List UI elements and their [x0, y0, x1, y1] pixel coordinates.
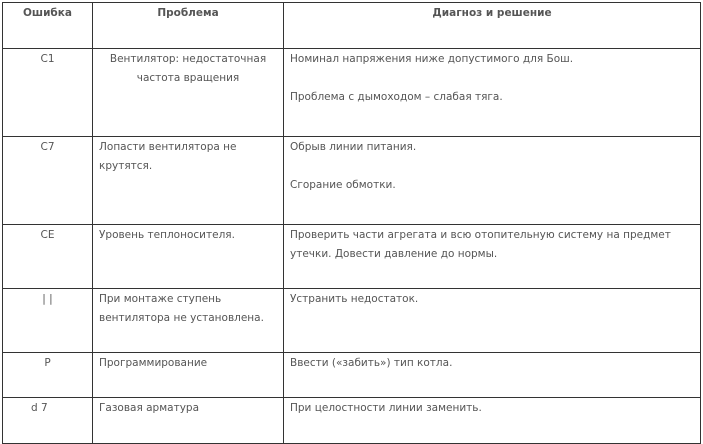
table-row [3, 225, 701, 289]
table-header-row [3, 3, 701, 49]
table-row [3, 398, 701, 444]
table-row [3, 137, 701, 225]
header-code: Ошибка [3, 3, 93, 49]
solution-cell [284, 398, 701, 444]
solution-line: Обрыв линии питания. [290, 141, 417, 153]
solution-line: Ввести («забить») тип котла. [290, 357, 453, 369]
problem-cell: Газовая арматура [93, 398, 284, 444]
error-codes-table [2, 2, 701, 444]
solution-line: Сгорание обмотки. [290, 179, 396, 191]
error-code-cell: C1 [3, 49, 93, 137]
table-row [3, 49, 701, 137]
error-code-cell: | | [3, 289, 93, 353]
solution-cell [284, 289, 701, 353]
header-solution: Диагноз и решение [284, 3, 701, 49]
solution-cell [284, 225, 701, 289]
problem-cell: Вентилятор: недостаточная частота вращения [93, 49, 284, 137]
solution-line: При целостности линии заменить. [290, 402, 482, 414]
problem-cell: Программирование [93, 353, 284, 398]
table-row [3, 289, 701, 353]
error-code-cell: C7 [3, 137, 93, 225]
problem-cell: При монтаже ступень вентилятора не установлена. [93, 289, 284, 353]
problem-cell: Лопасти вентилятора не крутятся. [93, 137, 284, 225]
solution-line: Устранить недостаток. [290, 293, 419, 305]
solution-cell [284, 49, 701, 137]
solution-line: Проверить части агрегата и всю отопительную систему на предмет утечки. Довести давление до нормы. [290, 229, 671, 260]
solution-cell [284, 353, 701, 398]
solution-line: Проблема с дымоходом – слабая тяга. [290, 91, 503, 103]
header-problem: Проблема [93, 3, 284, 49]
problem-cell: Уровень теплоносителя. [93, 225, 284, 289]
solution-line: Номинал напряжения ниже допустимого для Бош. [290, 53, 574, 65]
solution-cell [284, 137, 701, 225]
error-code-cell: P [3, 353, 93, 398]
table-row [3, 353, 701, 398]
error-code-cell: d 7 [3, 398, 93, 444]
error-code-cell: CE [3, 225, 93, 289]
